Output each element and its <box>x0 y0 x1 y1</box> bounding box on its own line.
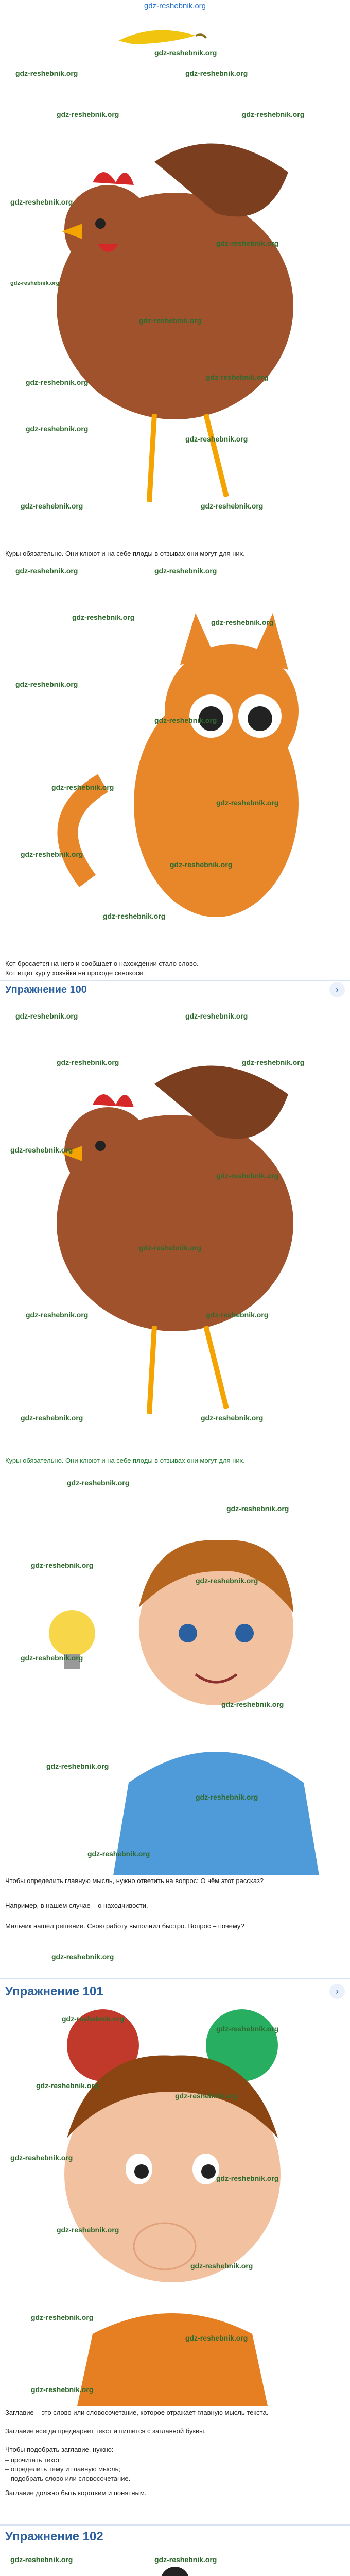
cat-illustration <box>0 562 350 958</box>
exercise-100-title: Упражнение 100 <box>5 984 87 995</box>
list-item: – определить тему и главную мысль; <box>5 2465 120 2473</box>
watermark: gdz-reshebnik.org <box>216 799 279 807</box>
study-illustration <box>0 2550 350 2576</box>
watermark: gdz-reshebnik.org <box>26 425 89 433</box>
watermark: gdz-reshebnik.org <box>185 69 248 77</box>
cat-caption-2: Кот ищет кур у хозяйки на проходе сенокосе. <box>5 969 145 977</box>
boy-para-2: Например, в нашем случае – о находчивости. <box>5 1902 148 1909</box>
watermark: gdz-reshebnik.org <box>216 2025 279 2033</box>
watermark: gdz-reshebnik.org <box>175 2092 238 2100</box>
next-button[interactable]: › <box>329 1984 345 1999</box>
watermark: gdz-reshebnik.org <box>57 1058 119 1066</box>
girl-para-4: Заглавие должно быть коротким и понятным. <box>5 2489 147 2497</box>
watermark: gdz-reshebnik.org <box>21 850 83 858</box>
watermark: gdz-reshebnik.org <box>154 2555 217 2564</box>
girl-image <box>0 2004 350 2406</box>
girl-para-2: Заглавие всегда предваряет текст и пишется с заглавной буквы. <box>5 2427 206 2435</box>
watermark: gdz-reshebnik.org <box>46 1762 109 1770</box>
watermark: gdz-reshebnik.org <box>72 613 135 621</box>
next-button[interactable]: › <box>329 982 345 997</box>
watermark: gdz-reshebnik.org <box>154 567 217 575</box>
watermark: gdz-reshebnik.org <box>103 912 166 920</box>
watermark: gdz-reshebnik.org <box>185 435 248 443</box>
watermark: gdz-reshebnik.org <box>57 110 119 118</box>
watermark: gdz-reshebnik.org <box>31 2313 94 2321</box>
watermark: gdz-reshebnik.org <box>216 1172 279 1180</box>
watermark: gdz-reshebnik.org <box>62 2014 125 2023</box>
watermark: gdz-reshebnik.org <box>15 567 78 575</box>
hen-illustration-2 <box>0 1002 350 1455</box>
watermark: gdz-reshebnik.org <box>21 1414 83 1422</box>
watermark: gdz-reshebnik.org <box>190 2262 253 2270</box>
watermark: gdz-reshebnik.org <box>31 1561 94 1569</box>
site-header <box>0 0 350 12</box>
watermark: gdz-reshebnik.org <box>67 1479 130 1487</box>
section-divider <box>0 980 350 981</box>
cat-caption-1: Кот бросается на него и сообщает о нахождении стало слово. <box>5 960 199 968</box>
watermark: gdz-reshebnik.org <box>15 680 78 688</box>
girl-illustration <box>0 2004 350 2406</box>
watermark: gdz-reshebnik.org <box>185 1012 248 1020</box>
watermark: gdz-reshebnik.org <box>216 2174 279 2182</box>
hen2-caption: Куры обязательно. Они клюют и на себе плоды в отзывах они могут для них. <box>5 1456 245 1464</box>
watermark: gdz-reshebnik.org <box>10 280 60 286</box>
watermark: gdz-reshebnik.org <box>51 783 114 791</box>
watermark: gdz-reshebnik.org <box>196 1793 258 1801</box>
watermark: gdz-reshebnik.org <box>242 1058 305 1066</box>
watermark: gdz-reshebnik.org <box>15 1012 78 1020</box>
watermark: gdz-reshebnik.org <box>87 1850 150 1858</box>
watermark: gdz-reshebnik.org <box>139 316 202 325</box>
hen-illustration <box>0 59 350 548</box>
watermark: gdz-reshebnik.org <box>15 69 78 77</box>
list-item: – прочитать текст; <box>5 2456 62 2464</box>
watermark: gdz-reshebnik.org <box>26 1311 89 1319</box>
watermark: gdz-reshebnik.org <box>10 2154 73 2162</box>
boy-illustration <box>0 1473 350 1875</box>
watermark: gdz-reshebnik.org <box>216 239 279 247</box>
watermark: gdz-reshebnik.org <box>201 1414 264 1422</box>
watermark: gdz-reshebnik.org <box>26 378 89 386</box>
watermark: gdz-reshebnik.org <box>36 2081 99 2090</box>
watermark: gdz-reshebnik.org <box>185 2334 248 2342</box>
watermark: gdz-reshebnik.org <box>21 502 83 510</box>
exercise-101-title: Упражнение 101 <box>5 1985 103 1998</box>
watermark: gdz-reshebnik.org <box>10 2555 73 2564</box>
watermark: gdz-reshebnik.org <box>206 373 269 381</box>
watermark: gdz-reshebnik.org <box>242 110 305 118</box>
exercise-102-title: Упражнение 102 <box>5 2530 103 2544</box>
watermark: gdz-reshebnik.org <box>201 502 264 510</box>
watermark: gdz-reshebnik.org <box>211 618 274 626</box>
boy-image <box>0 1473 350 1875</box>
top-illustration <box>0 12 350 59</box>
watermark: gdz-reshebnik.org <box>154 48 217 57</box>
hen-image-2 <box>0 1002 350 1455</box>
girl-para-3: Чтобы подобрать заглавие, нужно: <box>5 2446 114 2453</box>
site-domain-link[interactable]: gdz-reshebnik.org <box>144 2 206 10</box>
watermark: gdz-reshebnik.org <box>196 1577 258 1585</box>
boy-para-3: Мальчик нашёл решение. Свою работу выполнил быстро. Вопрос – почему? <box>5 1922 244 1930</box>
watermark: gdz-reshebnik.org <box>139 1244 202 1252</box>
watermark: gdz-reshebnik.org <box>21 1654 83 1662</box>
boy-para-1: Чтобы определить главную мысль, нужно ответить на вопрос: О чём этот рассказ? <box>5 1877 264 1885</box>
watermark: gdz-reshebnik.org <box>57 2226 119 2234</box>
list-item: – подобрать слово или словосочетание. <box>5 2475 131 2482</box>
watermark: gdz-reshebnik.org <box>154 716 217 724</box>
watermark: gdz-reshebnik.org <box>10 1146 73 1154</box>
watermark: gdz-reshebnik.org <box>31 2385 94 2394</box>
watermark: gdz-reshebnik.org <box>10 198 73 206</box>
watermark: gdz-reshebnik.org <box>170 860 233 869</box>
hen-image <box>0 59 350 548</box>
section-divider <box>0 2524 350 2526</box>
watermark: gdz-reshebnik.org <box>226 1504 289 1513</box>
section-divider <box>0 1978 350 1979</box>
girl-para-1: Заглавие – это слово или словосочетание, которое отражает главную мысль текста. <box>5 2409 269 2416</box>
hen-caption: Куры обязательно. Они клюют и на себе плоды в отзывах они могут для них. <box>5 550 245 557</box>
watermark: gdz-reshebnik.org <box>206 1311 269 1319</box>
cat-image <box>0 562 350 958</box>
watermark: gdz-reshebnik.org <box>221 1700 284 1708</box>
watermark: gdz-reshebnik.org <box>51 1953 114 1961</box>
